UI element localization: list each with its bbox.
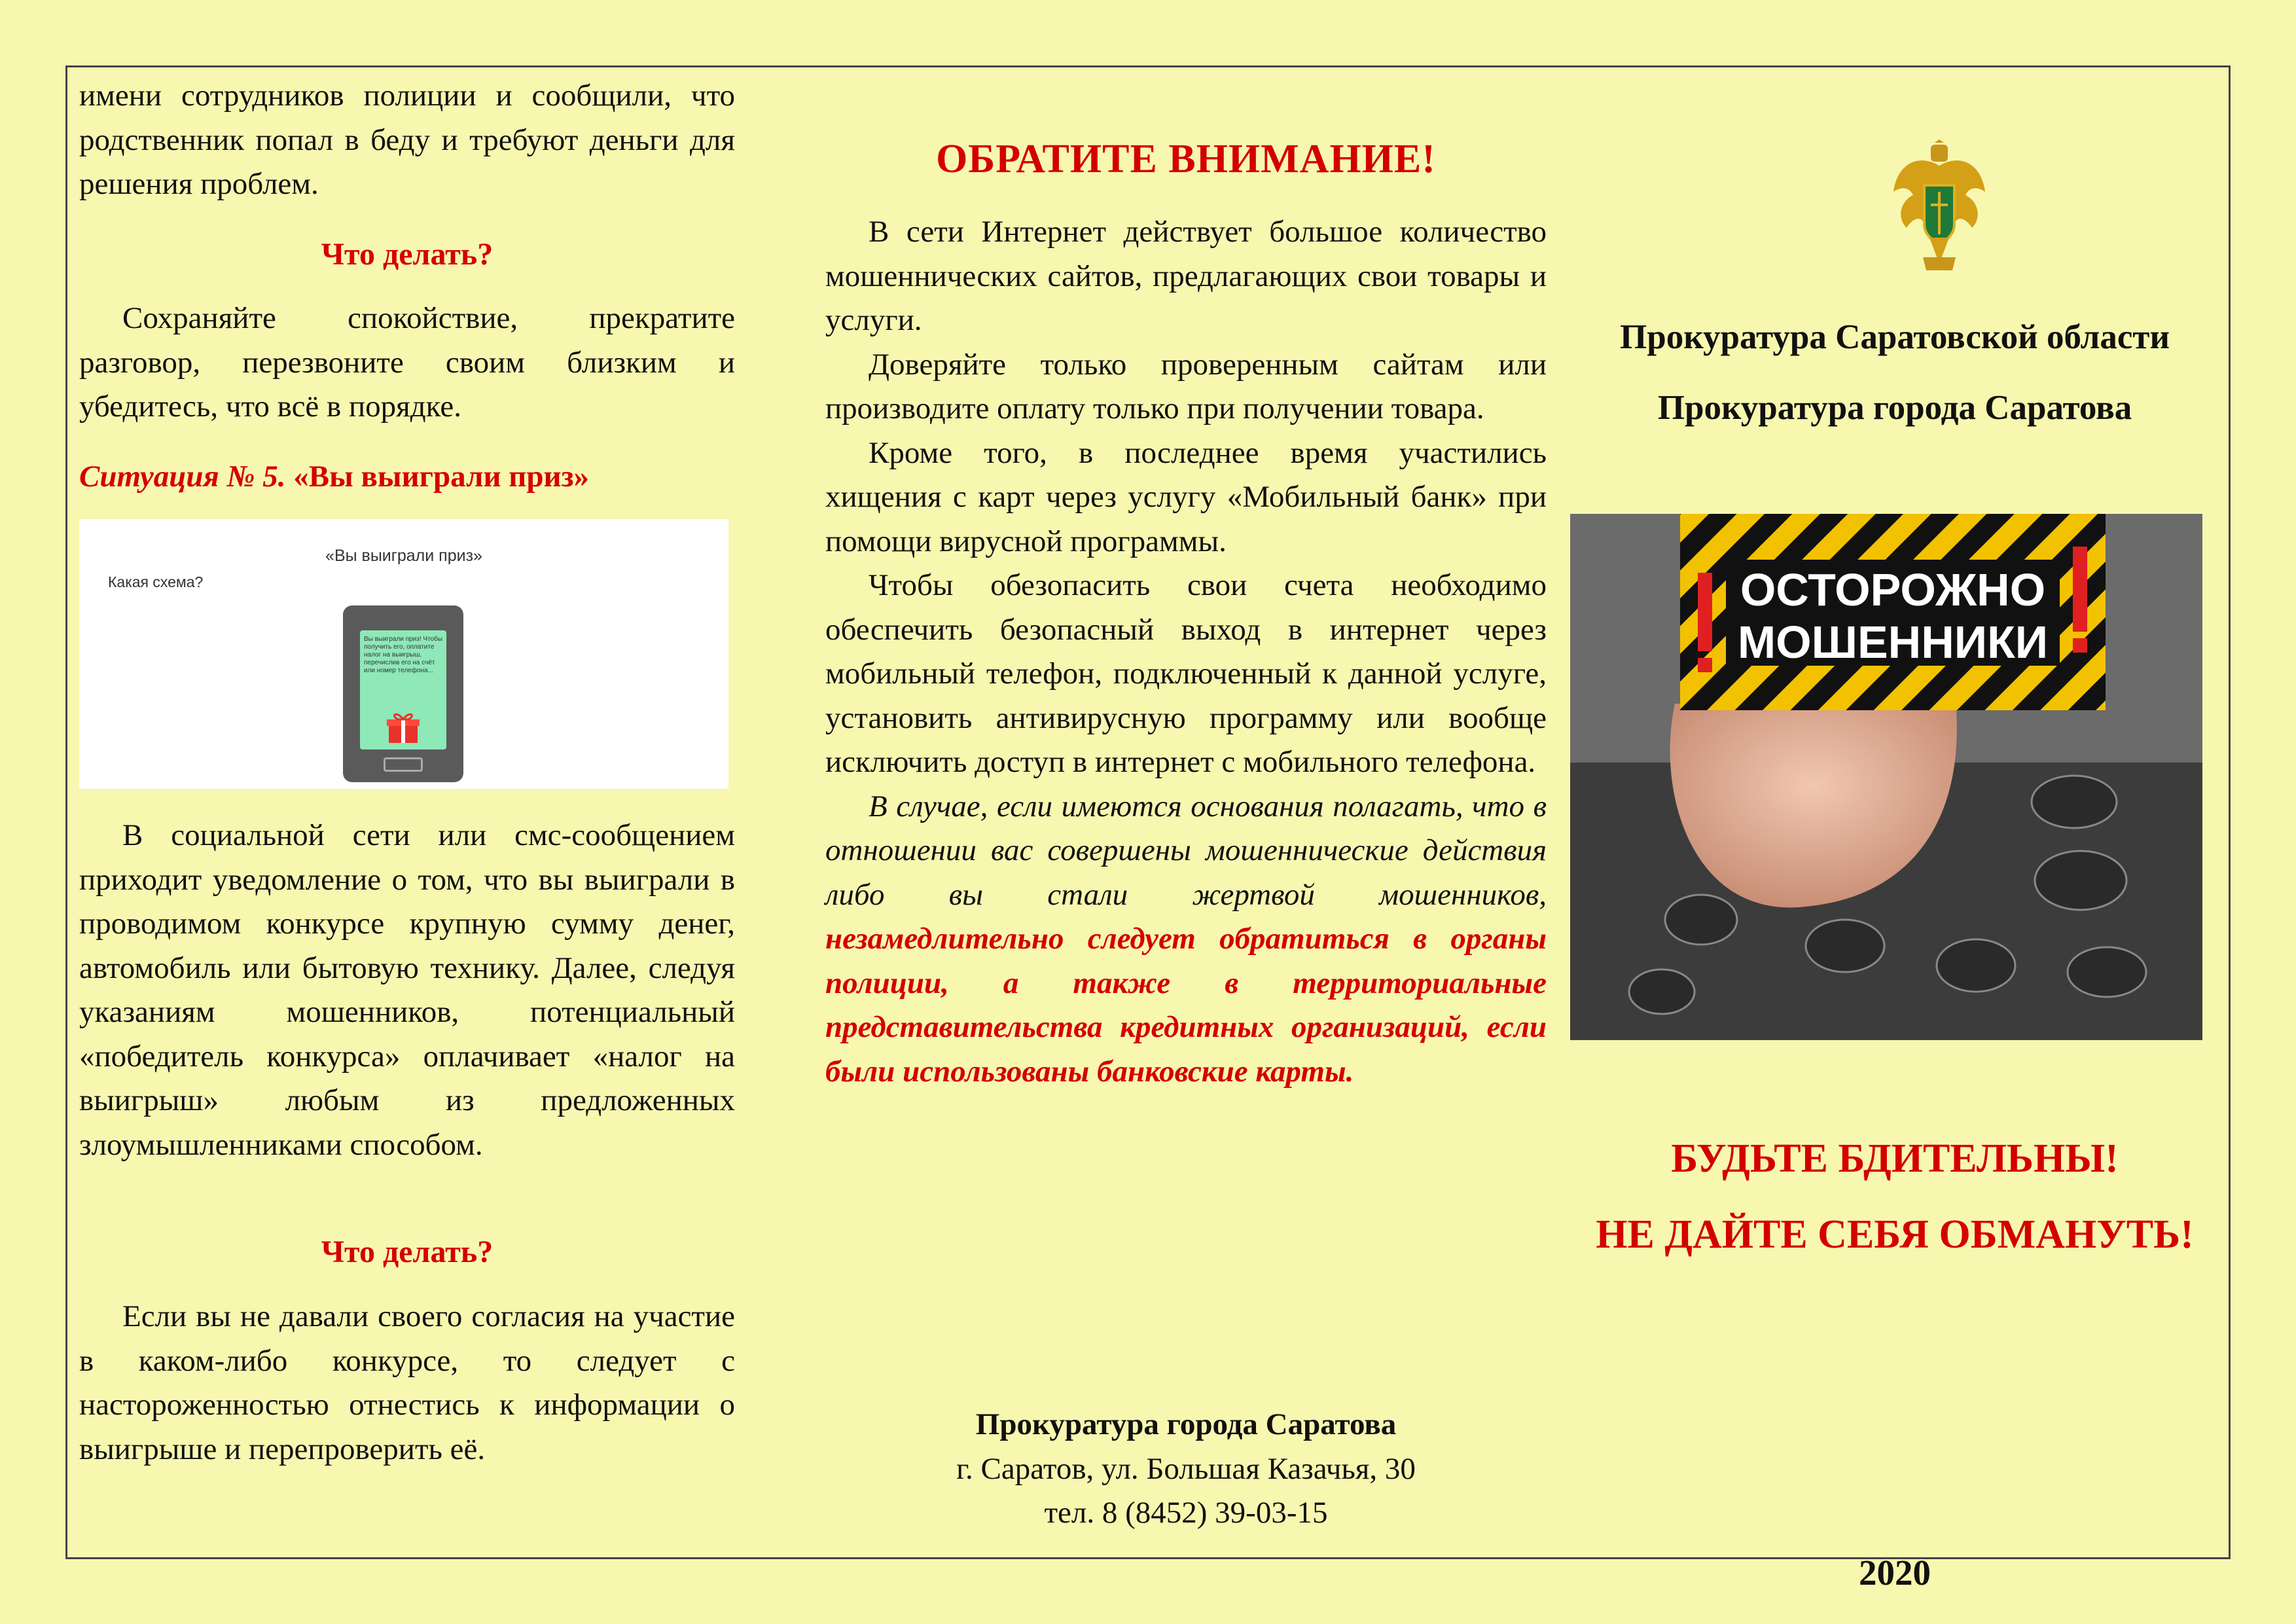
contact-block xyxy=(825,1403,1547,1536)
paragraph-prize-scheme: В социальной сети или смс-сообщением приходит уведомление о том, что вы выиграли в проводимом конкурсе крупную сумму денег, автомобиль или бытовую технику. Далее, следуя указаниям мошенников, потенциальный «победитель конкурса» оплачивает «налог на выигрыш» любым из предложенных злоумышленниками способом. xyxy=(79,818,735,1162)
banner-line2: МОШЕННИКИ xyxy=(1737,617,2049,668)
paragraph-advice-1: Сохраняйте спокойствие, прекратите разговор, перезвоните своим близким и убедитесь, что всё в порядке. xyxy=(79,301,735,424)
contact-phone: тел. 8 (8452) 39-03-15 xyxy=(1044,1496,1328,1530)
paragraph-intro: имени сотрудников полиции и сообщили, что родственник попал в беду и требуют деньги для решения проблем. xyxy=(79,79,735,201)
gift-icon xyxy=(385,709,422,746)
contact-address: г. Саратов, ул. Большая Казачья, 30 xyxy=(956,1451,1416,1486)
contact-org: Прокуратура города Саратова xyxy=(975,1407,1397,1441)
prosecutor-city: Прокуратура города Саратова xyxy=(1657,389,2132,427)
attention-heading: ОБРАТИТЕ ВНИМАНИЕ! xyxy=(936,137,1436,181)
column-right-lower xyxy=(1570,67,2219,1593)
situation-label: Ситуация № 5. xyxy=(79,460,286,494)
attention-body xyxy=(825,210,1547,1094)
phone-icon xyxy=(343,605,463,782)
situation-title: «Вы выиграли приз» xyxy=(293,460,589,494)
prosecutor-region: Прокуратура Саратовской области xyxy=(1620,318,2170,356)
heading-what-to-do-1: Что делать? xyxy=(321,237,493,272)
scheme-title: «Вы выиграли приз» xyxy=(325,547,482,565)
alert-vigilant: БУДЬТЕ БДИТЕЛЬНЫ! xyxy=(1671,1136,2119,1181)
paragraph-advice-2: Если вы не давали своего согласия на участие в каком-либо конкурсе, то следует с настороженностью отнестись к информации о выигрыше и перепроверить её. xyxy=(79,1299,735,1466)
paragraph-contact-police-red: незамедлительно следует обратиться в органы полиции, а также в территориальные представительства кредитных организаций, если были использованы банковские карты. xyxy=(825,922,1547,1089)
scheme-question: Какая схема? xyxy=(108,573,204,590)
year: 2020 xyxy=(1859,1553,1931,1593)
paragraph-contact-police xyxy=(825,785,1547,1094)
paragraph-fraud-sites: В сети Интернет действует большое количество мошеннических сайтов, предлагающих свои товары и услуги. xyxy=(825,215,1547,337)
scheme-illustration xyxy=(79,519,728,789)
paragraph-mobile-bank: Кроме того, в последнее время участились хищения с карт через услугу «Мобильный банк» при помощи вирусной программы. xyxy=(825,435,1547,558)
phone-home-button xyxy=(384,757,423,772)
paragraph-protect-accounts: Чтобы обезопасить свои счета необходимо обеспечить безопасный выход в интернет через мобильный телефон, подключенный к данной услуге, установить антивирусную программу или вообще исключить доступ в интернет с мобильного телефона. xyxy=(825,568,1547,779)
banner-line1: ОСТОРОЖНО xyxy=(1740,564,2046,615)
phone-screen xyxy=(360,630,446,749)
sms-text: Вы выиграли приз! Чтобы получить его, оплатите налог на выигрыш, перечислив его на счёт или номер телефона... xyxy=(364,636,443,674)
situation-heading xyxy=(79,459,735,494)
paragraph-trust-sites: Доверяйте только проверенным сайтам или производите оплату только при получении товара. xyxy=(825,347,1547,425)
paragraph-contact-police-italic: В случае, если имеются основания полагать, что в отношении вас совершены мошеннические действия либо вы стали жертвой мошенников, xyxy=(825,789,1547,912)
heading-what-to-do-2: Что делать? xyxy=(321,1235,493,1269)
brochure-frame xyxy=(65,65,2231,1593)
alert-dont-be-fooled: НЕ ДАЙТЕ СЕБЯ ОБМАНУТЬ! xyxy=(1596,1212,2194,1257)
